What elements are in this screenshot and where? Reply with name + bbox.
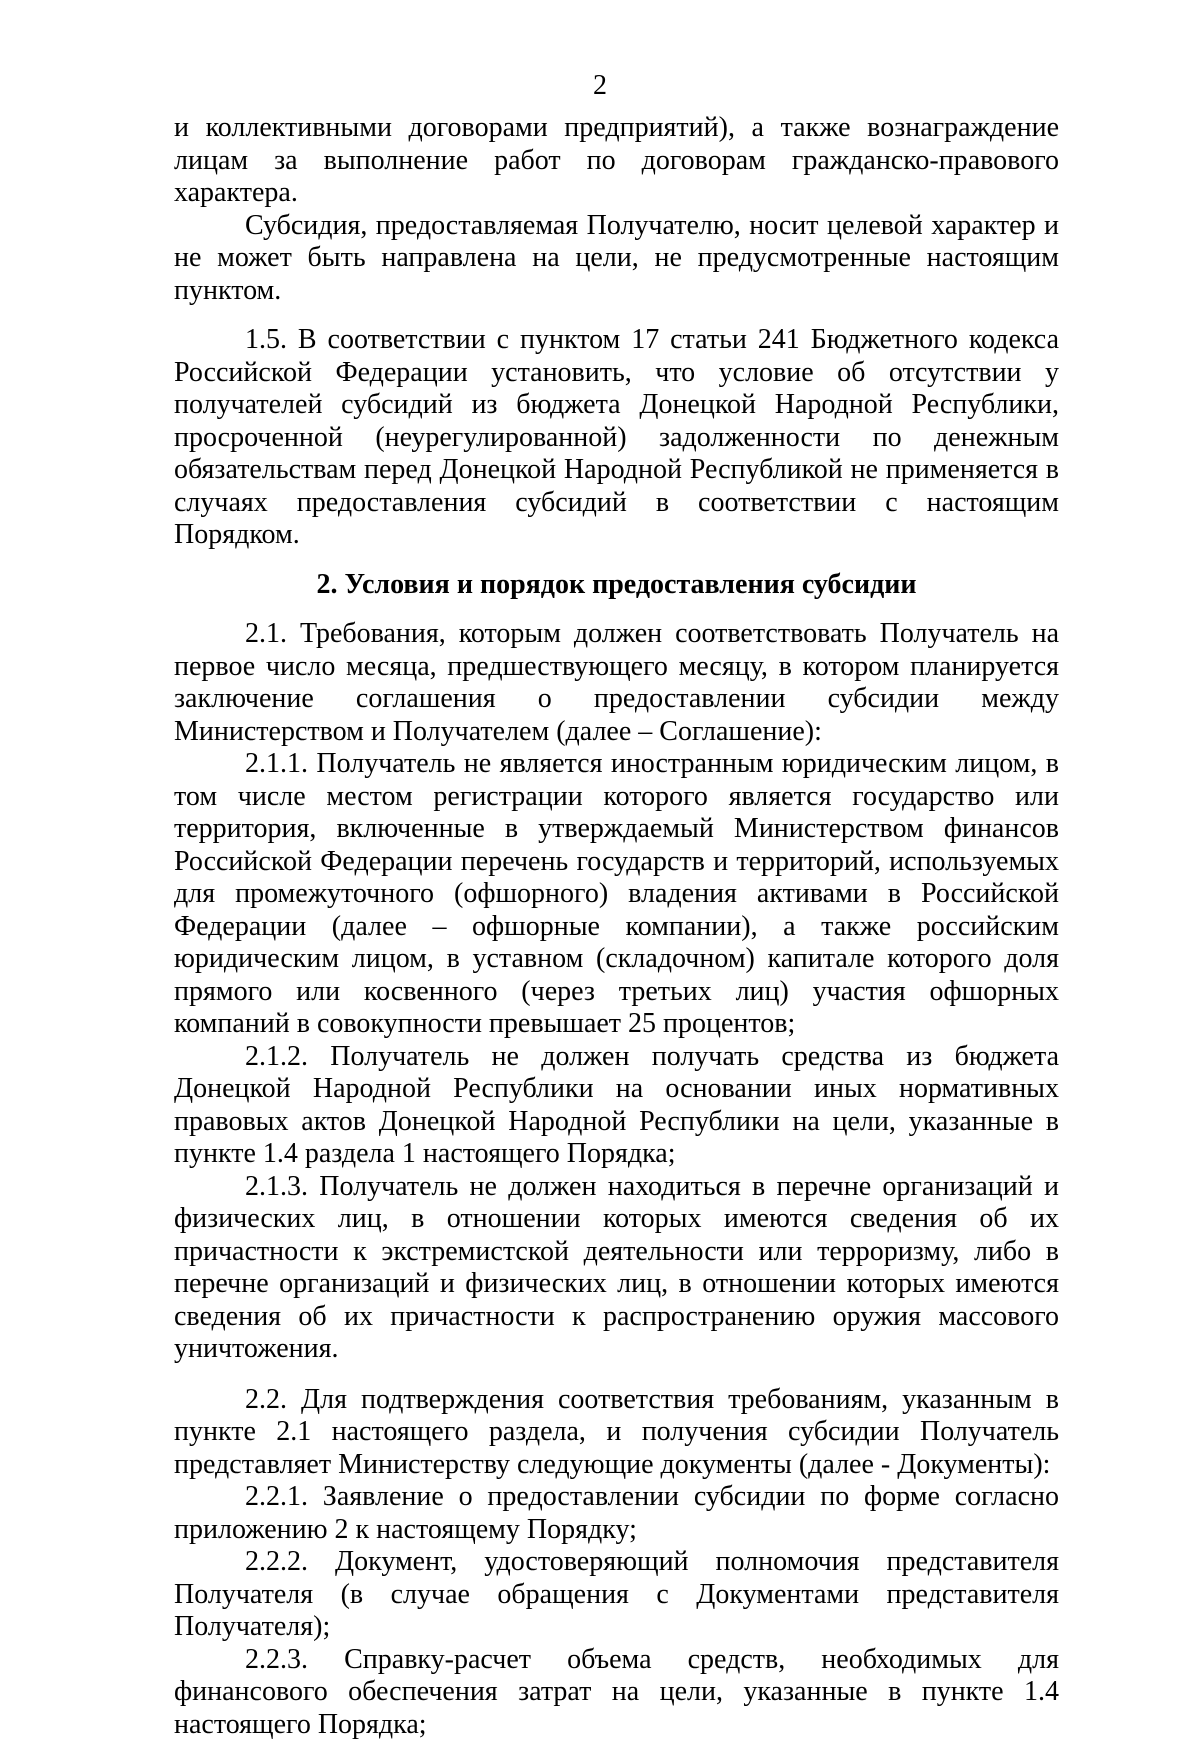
- paragraph-2-1-2: 2.1.2. Получатель не должен получать средства из бюджета Донецкой Народной Республики на основании иных нормативных правовых актов Донецкой Народной Республики на цели, указанные в пункте 1.4 раздела 1 настоящего Порядка;: [174, 1041, 1059, 1171]
- paragraph-2-1-3: 2.1.3. Получатель не должен находиться в перечне организаций и физических лиц, в отношении которых имеются сведения об их причастности к экстремистской деятельности или терроризму, либо в перечне организаций и физических лиц, в отношении которых имеются сведения об их причастности к распространению оружия массового уничтожения.: [174, 1171, 1059, 1366]
- document-body: [174, 112, 1059, 1741]
- page-number: 2: [0, 70, 1200, 102]
- paragraph-1-5: 1.5. В соответствии с пунктом 17 статьи 241 Бюджетного кодекса Российской Федерации установить, что условие об отсутствии у получателей субсидий из бюджета Донецкой Народной Республики, просроченной (неурегулированной) задолженности по денежным обязательствам перед Донецкой Народной Республикой не применяется в случаях предоставления субсидий в соответствии с настоящим Порядком.: [174, 324, 1059, 552]
- paragraph-2-2-3: 2.2.3. Справку-расчет объема средств, необходимых для финансового обеспечения затрат на цели, указанные в пункте 1.4 настоящего Порядка;: [174, 1644, 1059, 1741]
- paragraph-subsidy-purpose: Субсидия, предоставляемая Получателю, носит целевой характер и не может быть направлена на цели, не предусмотренные настоящим пунктом.: [174, 210, 1059, 308]
- paragraph-2-1: 2.1. Требования, которым должен соответствовать Получатель на первое число месяца, предшествующего месяцу, в котором планируется заключение соглашения о предоставлении субсидии между Министерством и Получателем (далее – Соглашение):: [174, 618, 1059, 748]
- paragraph-continuation: и коллективными договорами предприятий), а также вознаграждение лицам за выполнение работ по договорам гражданско-правового характера.: [174, 112, 1059, 210]
- section-heading-2: 2. Условия и порядок предоставления субсидии: [174, 569, 1059, 602]
- paragraph-2-1-1: 2.1.1. Получатель не является иностранным юридическим лицом, в том числе местом регистрации которого является государство или территория, включенные в утверждаемый Министерством финансов Российской Федерации перечень государств и территорий, используемых для промежуточного (офшорного) владения активами в Российской Федерации (далее – офшорные компании), а также российским юридическим лицом, в уставном (складочном) капитале которого доля прямого или косвенного (через третьих лиц) участия офшорных компаний в совокупности превышает 25 процентов;: [174, 748, 1059, 1041]
- paragraph-2-2: 2.2. Для подтверждения соответствия требованиям, указанным в пункте 2.1 настоящего раздела, и получения субсидии Получатель представляет Министерству следующие документы (далее - Документы):: [174, 1384, 1059, 1482]
- paragraph-2-2-1: 2.2.1. Заявление о предоставлении субсидии по форме согласно приложению 2 к настоящему Порядку;: [174, 1481, 1059, 1546]
- paragraph-2-2-2: 2.2.2. Документ, удостоверяющий полномочия представителя Получателя (в случае обращения с Документами представителя Получателя);: [174, 1546, 1059, 1644]
